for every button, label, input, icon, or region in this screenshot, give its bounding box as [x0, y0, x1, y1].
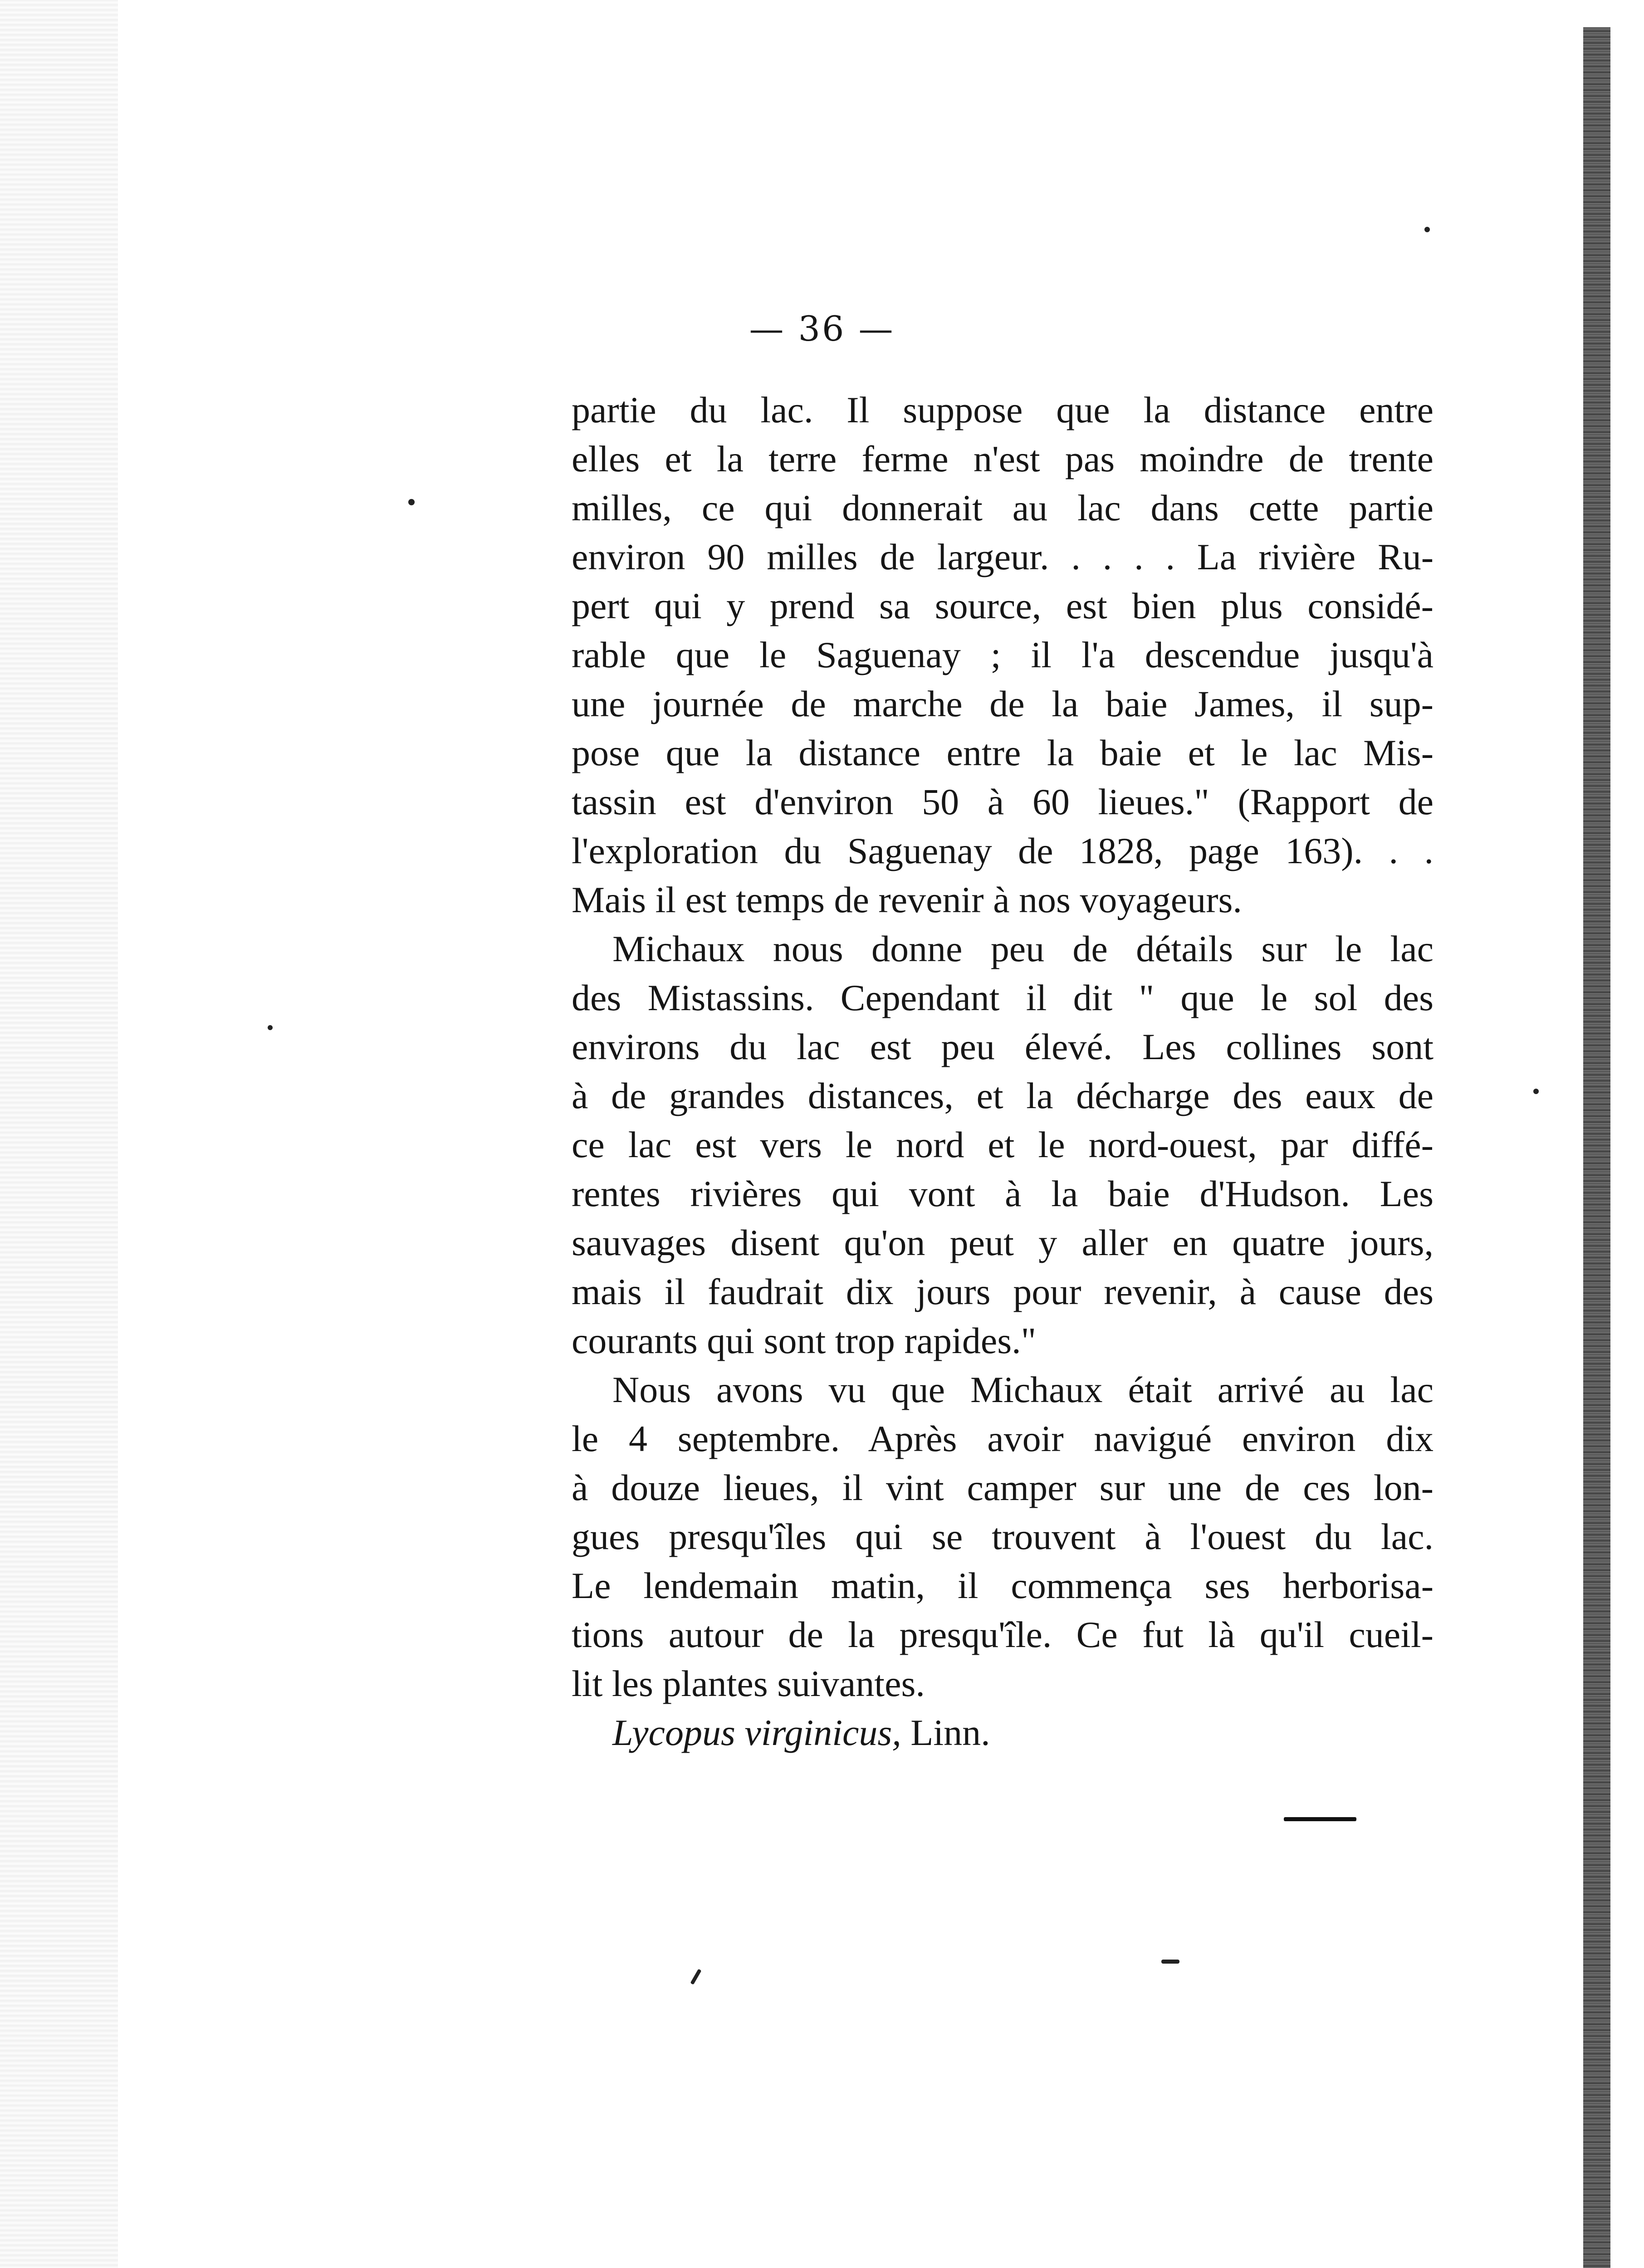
scan-speck	[408, 499, 415, 505]
scan-binding-edge	[1583, 27, 1610, 2268]
scan-speck	[1161, 1960, 1179, 1964]
text-line: tions autour de la presqu'île. Ce fut là qu'il cueil-	[572, 1614, 1434, 1655]
text-line: à douze lieues, il vint camper sur une de ces lon-	[572, 1467, 1434, 1508]
text-line: elles et la terre ferme n'est pas moindre de trente	[572, 438, 1434, 479]
text-line: pose que la distance entre la baie et le lac Mis-	[572, 732, 1434, 773]
closing-rule	[1284, 1817, 1356, 1821]
text-line: lit les plantes suivantes.	[572, 1663, 925, 1704]
scan-speck	[690, 1969, 702, 1984]
scan-speck	[1533, 1089, 1539, 1094]
species-entry	[572, 1708, 1434, 1757]
text-line: partie du lac. Il suppose que la distance entre	[572, 389, 1434, 430]
text-line: mais il faudrait dix jours pour revenir, à cause des	[572, 1271, 1434, 1312]
text-line: l'exploration du Saguenay de 1828, page 163). . .	[572, 830, 1434, 871]
text-line: courants qui sont trop rapides."	[572, 1320, 1037, 1361]
text-line: tassin est d'environ 50 à 60 lieues." (Rapport de	[572, 781, 1434, 822]
text-line: des Mistassins. Cependant il dit " que le sol des	[572, 977, 1434, 1018]
text-line: rentes rivières qui vont à la baie d'Hudson. Les	[572, 1173, 1434, 1214]
text-line: environs du lac est peu élevé. Les collines sont	[572, 1026, 1434, 1067]
page-number: — 36 —	[749, 308, 895, 349]
text-line: Mais il est temps de revenir à nos voyageurs.	[572, 879, 1242, 920]
text-line: Nous avons vu que Michaux était arrivé au lac	[612, 1369, 1434, 1410]
species-author: Linn.	[910, 1712, 990, 1753]
scan-speck	[1424, 227, 1430, 232]
text-line: Le lendemain matin, il commença ses herborisa-	[572, 1565, 1434, 1606]
body-text	[572, 386, 1434, 1757]
text-line: ce lac est vers le nord et le nord-ouest, par diffé-	[572, 1124, 1434, 1165]
text-line: une journée de marche de la baie James, il sup-	[572, 683, 1434, 724]
text-line: environ 90 milles de largeur. . . . . La rivière Ru-	[572, 536, 1434, 577]
text-line: Michaux nous donne peu de détails sur le lac	[612, 928, 1434, 969]
text-line: sauvages disent qu'on peut y aller en quatre jours,	[572, 1222, 1434, 1263]
scan-speck	[268, 1025, 273, 1030]
text-line: milles, ce qui donnerait au lac dans cette partie	[572, 487, 1434, 528]
text-line: rable que le Saguenay ; il l'a descendue jusqu'à	[572, 634, 1434, 675]
text-line: à de grandes distances, et la décharge des eaux de	[572, 1075, 1434, 1116]
species-name: Lycopus virginicus,	[612, 1712, 901, 1753]
text-line: le 4 septembre. Après avoir navigué environ dix	[572, 1418, 1434, 1459]
text-line: pert qui y prend sa source, est bien plus considé-	[572, 585, 1434, 626]
text-line: gues presqu'îles qui se trouvent à l'ouest du lac.	[572, 1516, 1434, 1557]
